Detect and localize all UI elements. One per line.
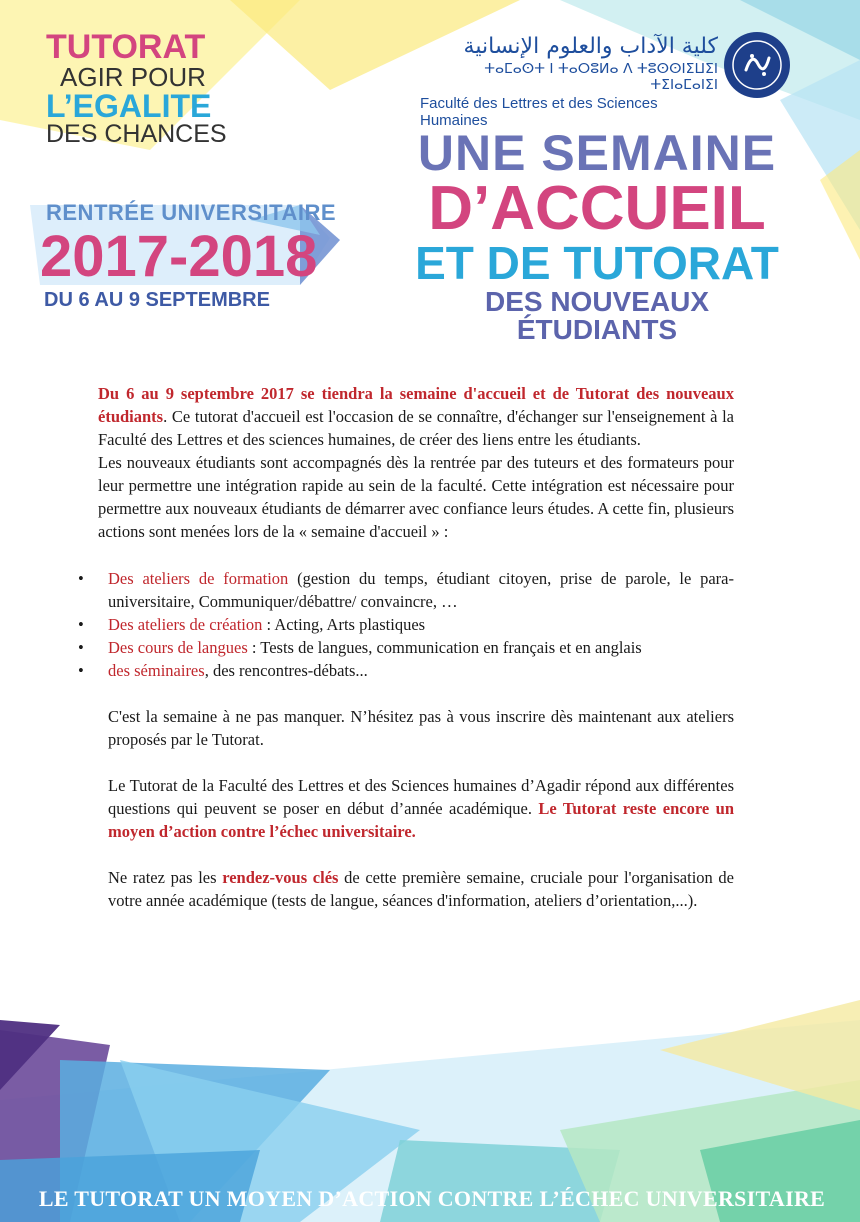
list-item-text: (gestion du temps, étudiant citoyen, prise de parole, le para-universitaire, Communiquer/débattre/ convaincre, … <box>108 569 734 611</box>
paragraph-4-text: Le Tutorat de la Faculté des Lettres et des Sciences humaines d’Agadir répond aux différentes questions qui peuvent se poser en début d’année académique. <box>108 776 734 818</box>
paragraph-5 <box>98 866 734 912</box>
logo-line-4: DES CHANCES <box>46 120 227 148</box>
paragraph-2: Les nouveaux étudiants sont accompagnés dès la rentrée par des tuteurs et des formateurs pour leur permettre une intégration rapide au sein de la faculté. Cette intégration est nécessaire pour permettre aux nouveaux étudiants de démarrer avec confiance leurs études. A cette fin, plusieurs actions sont menées lors de la « semaine d'accueil » : <box>98 453 734 541</box>
body-text <box>78 382 734 912</box>
list-item <box>78 659 734 682</box>
list-item <box>78 567 734 613</box>
bullet-icon: • <box>78 615 84 634</box>
logo-line-3: L’EGALITE <box>46 88 212 124</box>
intro-paragraph <box>98 382 734 451</box>
headline-line-2: D’ACCUEIL <box>428 174 766 243</box>
faculty-name <box>418 34 718 129</box>
tutorat-logo <box>46 30 227 147</box>
list-item <box>78 636 734 659</box>
list-item-text: , des rencontres-débats... <box>204 661 368 680</box>
bullet-icon: • <box>78 569 84 588</box>
headline-line-1: UNE SEMAINE <box>417 125 777 181</box>
intro-highlight: Du 6 au 9 septembre 2017 se tiendra la semaine d'accueil et de Tutorat des nouveaux étudiants <box>98 384 734 426</box>
headline-line-3: ET DE TUTORAT <box>415 237 779 289</box>
list-item-highlight: des séminaires <box>108 661 205 680</box>
list-item-text: : Acting, Arts plastiques <box>262 615 426 634</box>
paragraph-5-highlight: rendez-vous clés <box>222 868 339 887</box>
list-item <box>78 613 734 636</box>
rentree-label: RENTRÉE UNIVERSITAIRE <box>46 200 337 225</box>
paragraph-4 <box>98 774 734 843</box>
bullet-icon: • <box>78 638 84 657</box>
list-item-text: : Tests de langues, communication en français et en anglais <box>247 638 642 657</box>
list-item-highlight: Des cours de langues <box>108 638 248 657</box>
footer-slogan: LE TUTORAT UN MOYEN D’ACTION CONTRE L’ÉCHEC UNIVERSITAIRE <box>38 1186 826 1211</box>
logo-line-2: AGIR POUR <box>60 62 206 92</box>
faculty-name-arabic: كلية الآداب والعلوم الإنسانية <box>463 34 718 59</box>
bullet-icon: • <box>78 661 84 680</box>
paragraph-5-text-a: Ne ratez pas les <box>108 868 223 887</box>
list-item-highlight: Des ateliers de création <box>108 615 263 634</box>
rentree-year: 2017-2018 <box>40 224 318 289</box>
intro-text: . Ce tutorat d'accueil est l'occasion de se connaître, d'échanger sur l'enseignement à la Faculté des Lettres et des sciences humaines, de créer des liens entre les étudiants. <box>98 407 734 449</box>
rentree-banner <box>40 202 336 310</box>
faculty-name-french: Faculté des Lettres et des Sciences Humaines <box>420 95 658 129</box>
list-item-highlight: Des ateliers de formation <box>108 569 289 588</box>
rentree-dates: DU 6 AU 9 SEPTEMBRE <box>44 289 270 311</box>
logo-line-1: TUTORAT <box>46 28 206 66</box>
headline-line-4: DES NOUVEAUX ÉTUDIANTS <box>484 286 710 345</box>
activities-list <box>78 567 734 682</box>
headline <box>404 125 790 345</box>
paragraph-5-text-b: de cette première semaine, cruciale pour l'organisation de votre année académique (tests de langue, séances d'information, ateliers d’orientation,...). <box>108 868 734 910</box>
faculty-name-tifinagh: ⵜⴰⵎⴰⵙⵜ ⵏ ⵜⴰⵔⵓⵍⴰ ⴷ ⵜⵓⵙⵙⵏⵉⵡⵉⵏ ⵜⵉⵏⴰⵎⴰⵏⵉⵏ <box>484 61 718 93</box>
paragraph-3: C'est la semaine à ne pas manquer. N’hésitez pas à vous inscrire dès maintenant aux ateliers proposés par le Tutorat. <box>108 707 734 749</box>
paragraph-4-highlight: Le Tutorat reste encore un moyen d’action contre l’échec universitaire. <box>108 799 734 841</box>
university-seal-icon <box>722 30 792 100</box>
